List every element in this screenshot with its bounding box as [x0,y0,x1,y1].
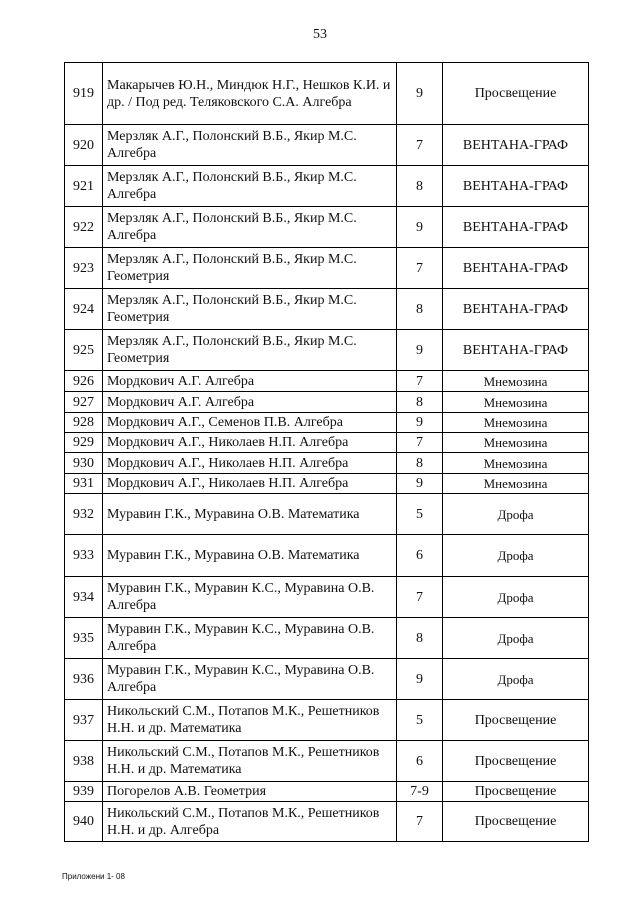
table-row [65,453,589,474]
publisher: Дрофа [443,577,589,618]
row-number: 926 [65,371,103,392]
authors-title: Мерзляк А.Г., Полонский В.Б., Якир М.С. Алгебра [103,125,397,166]
table-row [65,802,589,842]
grade: 9 [397,330,443,371]
authors-title: Мордкович А.Г. Алгебра [103,392,397,413]
authors-title: Мордкович А.Г., Николаев Н.П. Алгебра [103,433,397,453]
row-number: 934 [65,577,103,618]
table-row [65,535,589,577]
grade: 9 [397,63,443,125]
table-row [65,63,589,125]
page-number: 53 [313,27,327,42]
publisher: Просвещение [443,63,589,125]
table-row [65,392,589,413]
table-row [65,782,589,802]
row-number: 921 [65,166,103,207]
authors-title: Муравин Г.К., Муравин К.С., Муравина О.В. Алгебра [103,618,397,659]
authors-title: Мерзляк А.Г., Полонский В.Б., Якир М.С. Геометрия [103,248,397,289]
grade: 7 [397,433,443,453]
publisher: Мнемозина [443,433,589,453]
grade: 9 [397,659,443,700]
authors-title: Мерзляк А.Г., Полонский В.Б., Якир М.С. Алгебра [103,166,397,207]
publisher: Просвещение [443,741,589,782]
publisher: Мнемозина [443,474,589,494]
table-row [65,494,589,535]
table-body [65,63,589,842]
grade: 5 [397,494,443,535]
row-number: 929 [65,433,103,453]
publisher: ВЕНТАНА-ГРАФ [443,289,589,330]
row-number: 937 [65,700,103,741]
publisher: Дрофа [443,659,589,700]
authors-title: Никольский С.М., Потапов М.К., Решетников Н.Н. и др. Математика [103,700,397,741]
publisher: Просвещение [443,700,589,741]
grade: 5 [397,700,443,741]
table-row [65,166,589,207]
publisher: Мнемозина [443,371,589,392]
grade: 6 [397,741,443,782]
grade: 7 [397,802,443,842]
row-number: 922 [65,207,103,248]
publisher: ВЕНТАНА-ГРАФ [443,330,589,371]
row-number: 930 [65,453,103,474]
publisher: Дрофа [443,535,589,577]
table-row [65,433,589,453]
row-number: 940 [65,802,103,842]
row-number: 925 [65,330,103,371]
row-number: 935 [65,618,103,659]
table-row [65,207,589,248]
row-number: 933 [65,535,103,577]
publisher: Дрофа [443,618,589,659]
authors-title: Мерзляк А.Г., Полонский В.Б., Якир М.С. Алгебра [103,207,397,248]
publisher: Мнемозина [443,392,589,413]
grade: 7 [397,577,443,618]
row-number: 931 [65,474,103,494]
table-row [65,741,589,782]
authors-title: Никольский С.М., Потапов М.К., Решетников Н.Н. и др. Алгебра [103,802,397,842]
table-row [65,659,589,700]
table-row [65,248,589,289]
publisher: Мнемозина [443,413,589,433]
authors-title: Погорелов А.В. Геометрия [103,782,397,802]
table-row [65,474,589,494]
grade: 7 [397,248,443,289]
authors-title: Муравин Г.К., Муравина О.В. Математика [103,494,397,535]
table-row [65,330,589,371]
table-row [65,371,589,392]
authors-title: Мерзляк А.Г., Полонский В.Б., Якир М.С. Геометрия [103,289,397,330]
table-row [65,618,589,659]
publisher: Дрофа [443,494,589,535]
authors-title: Мордкович А.Г., Николаев Н.П. Алгебра [103,474,397,494]
grade: 7 [397,125,443,166]
textbook-table [64,62,589,842]
row-number: 928 [65,413,103,433]
authors-title: Мордкович А.Г., Николаев Н.П. Алгебра [103,453,397,474]
authors-title: Мордкович А.Г. Алгебра [103,371,397,392]
publisher: Просвещение [443,782,589,802]
row-number: 924 [65,289,103,330]
authors-title: Муравин Г.К., Муравин К.С., Муравина О.В. Алгебра [103,659,397,700]
table-row [65,413,589,433]
authors-title: Муравин Г.К., Муравина О.В. Математика [103,535,397,577]
grade: 9 [397,474,443,494]
grade: 7 [397,371,443,392]
row-number: 919 [65,63,103,125]
table-row [65,577,589,618]
row-number: 920 [65,125,103,166]
grade: 9 [397,413,443,433]
row-number: 923 [65,248,103,289]
table-row [65,125,589,166]
authors-title: Макарычев Ю.Н., Миндюк Н.Г., Нешков К.И. и др. / Под ред. Теляковского С.А. Алгебра [103,63,397,125]
row-number: 927 [65,392,103,413]
grade: 8 [397,289,443,330]
publisher: Просвещение [443,802,589,842]
authors-title: Никольский С.М., Потапов М.К., Решетников Н.Н. и др. Математика [103,741,397,782]
row-number: 939 [65,782,103,802]
grade: 8 [397,166,443,207]
authors-title: Мерзляк А.Г., Полонский В.Б., Якир М.С. Геометрия [103,330,397,371]
publisher: Мнемозина [443,453,589,474]
grade: 6 [397,535,443,577]
row-number: 938 [65,741,103,782]
publisher: ВЕНТАНА-ГРАФ [443,166,589,207]
publisher: ВЕНТАНА-ГРАФ [443,125,589,166]
authors-title: Мордкович А.Г., Семенов П.В. Алгебра [103,413,397,433]
footer-note: Приложени 1- 08 [62,872,125,881]
publisher: ВЕНТАНА-ГРАФ [443,207,589,248]
grade: 8 [397,453,443,474]
grade: 7-9 [397,782,443,802]
grade: 8 [397,392,443,413]
table-row [65,289,589,330]
grade: 9 [397,207,443,248]
row-number: 932 [65,494,103,535]
authors-title: Муравин Г.К., Муравин К.С., Муравина О.В. Алгебра [103,577,397,618]
grade: 8 [397,618,443,659]
publisher: ВЕНТАНА-ГРАФ [443,248,589,289]
row-number: 936 [65,659,103,700]
table-row [65,700,589,741]
